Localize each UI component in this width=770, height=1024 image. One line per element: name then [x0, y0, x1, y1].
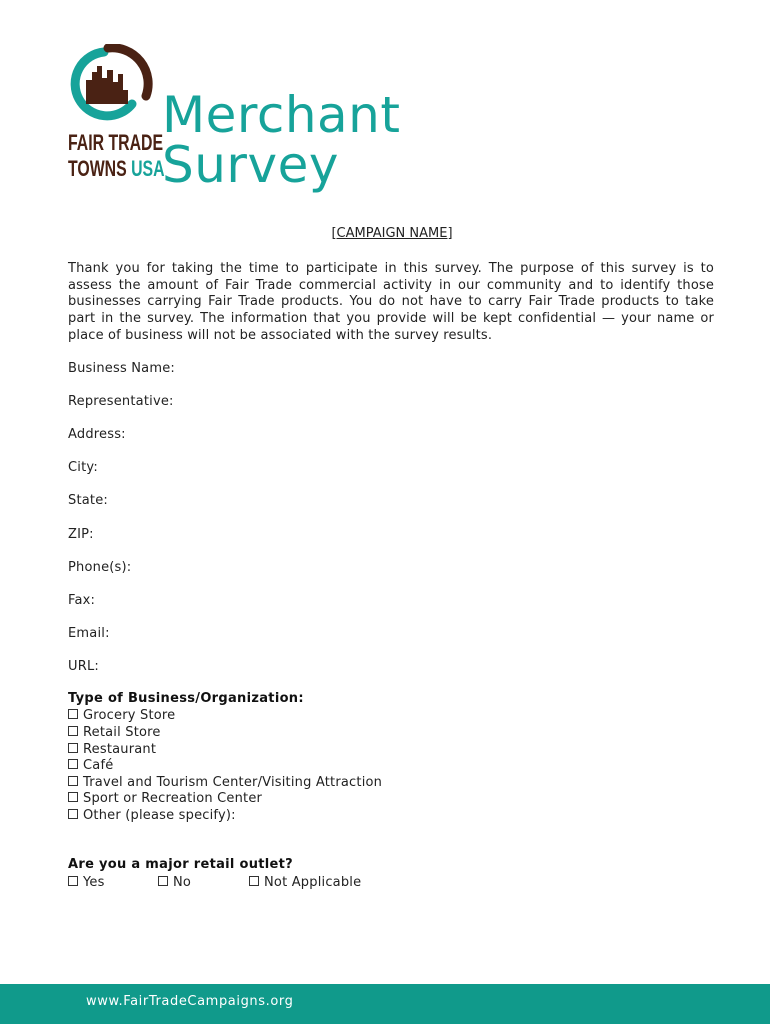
logo-text-usa: USA: [131, 156, 165, 181]
option-label: Restaurant: [83, 742, 157, 757]
field-address: Address:: [68, 427, 126, 442]
option-label: Travel and Tourism Center/Visiting Attraction: [83, 775, 383, 790]
checkbox-icon[interactable]: [68, 743, 78, 753]
checkbox-icon[interactable]: [158, 876, 168, 886]
option-label: No: [173, 875, 192, 890]
business-type-option[interactable]: [68, 791, 262, 806]
option-label: Not Applicable: [264, 875, 362, 890]
logo-emblem-icon: [66, 44, 156, 124]
business-type-option[interactable]: [68, 808, 236, 823]
checkbox-icon[interactable]: [68, 759, 78, 769]
business-type-option[interactable]: [68, 725, 161, 740]
campaign-name: [CAMPAIGN NAME]: [331, 226, 453, 241]
field-fax: Fax:: [68, 593, 96, 608]
option-label: Retail Store: [83, 725, 161, 740]
logo-text-fair-trade: FAIR TRADE: [68, 130, 164, 155]
option-label: Grocery Store: [83, 708, 176, 723]
footer-url[interactable]: www.FairTradeCampaigns.org: [86, 994, 294, 1009]
field-state: State:: [68, 493, 108, 508]
business-type-option[interactable]: [68, 758, 113, 773]
checkbox-icon[interactable]: [68, 726, 78, 736]
option-label: Sport or Recreation Center: [83, 791, 263, 806]
checkbox-icon[interactable]: [68, 709, 78, 719]
field-url: URL:: [68, 659, 99, 674]
retail-outlet-question: Are you a major retail outlet?: [68, 857, 294, 872]
option-label: Yes: [83, 875, 105, 890]
retail-outlet-option-not-applicable[interactable]: [249, 875, 361, 890]
business-type-option[interactable]: [68, 742, 156, 757]
checkbox-icon[interactable]: [68, 776, 78, 786]
business-type-option[interactable]: [68, 775, 382, 790]
fair-trade-towns-logo: [66, 44, 165, 184]
option-label: Café: [83, 758, 114, 773]
field-email: Email:: [68, 626, 110, 641]
title-merchant: Merchant: [162, 86, 401, 144]
retail-outlet-option-no[interactable]: [158, 875, 191, 890]
checkbox-icon[interactable]: [68, 792, 78, 802]
business-type-option[interactable]: [68, 708, 175, 723]
logo-text-towns: TOWNS: [68, 156, 127, 181]
logo-text-towns-usa: [68, 158, 165, 180]
business-type-heading: Type of Business/Organization:: [68, 691, 304, 706]
option-label: Other (please specify):: [83, 808, 236, 823]
field-city: City:: [68, 460, 98, 475]
title-survey: Survey: [162, 136, 339, 194]
checkbox-icon[interactable]: [68, 809, 78, 819]
field-zip: ZIP:: [68, 527, 94, 542]
footer-bar: [0, 984, 770, 1024]
field-phone: Phone(s):: [68, 560, 132, 575]
field-representative: Representative:: [68, 394, 174, 409]
checkbox-icon[interactable]: [68, 876, 78, 886]
checkbox-icon[interactable]: [249, 876, 259, 886]
intro-paragraph: Thank you for taking the time to participate in this survey. The purpose of this survey is to assess the amount of Fair Trade commercial activity in our community and to identify those businesses carrying Fair Trade products. You do not have to carry Fair Trade products to take part in the survey. The information that you provide will be kept confidential — your name or place of business will not be associated with the survey results.: [68, 261, 714, 343]
retail-outlet-option-yes[interactable]: [68, 875, 105, 890]
field-business-name: Business Name:: [68, 361, 175, 376]
